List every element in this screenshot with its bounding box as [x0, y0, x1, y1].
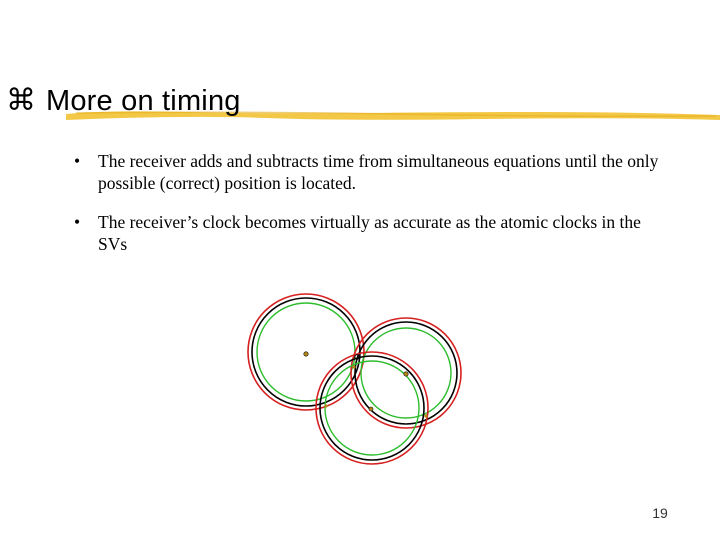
bullet-text: The receiver adds and subtracts time from simultaneous equations until the only possible (correct) position is located.	[98, 151, 659, 193]
bullet-dot: •	[74, 212, 81, 232]
title-bullet-icon: ⌘	[6, 83, 36, 118]
bullet-item	[74, 150, 674, 194]
intersection-marker	[352, 365, 355, 368]
bullet-dot: •	[74, 151, 81, 171]
satellite-marker	[304, 352, 308, 356]
satellite-marker	[369, 407, 373, 411]
intersection-marker	[424, 414, 427, 417]
bullet-list	[74, 150, 674, 272]
satellite-marker	[404, 372, 408, 376]
title-row	[6, 80, 720, 130]
bullet-item	[74, 211, 674, 255]
page-number: 19	[652, 505, 668, 521]
bullet-text: The receiver’s clock becomes virtually as accurate as the atomic clocks in the SVs	[98, 212, 641, 254]
slide-title: More on timing	[46, 85, 241, 117]
satellite-ranges-diagram	[240, 288, 480, 478]
intersection-marker	[324, 404, 327, 407]
